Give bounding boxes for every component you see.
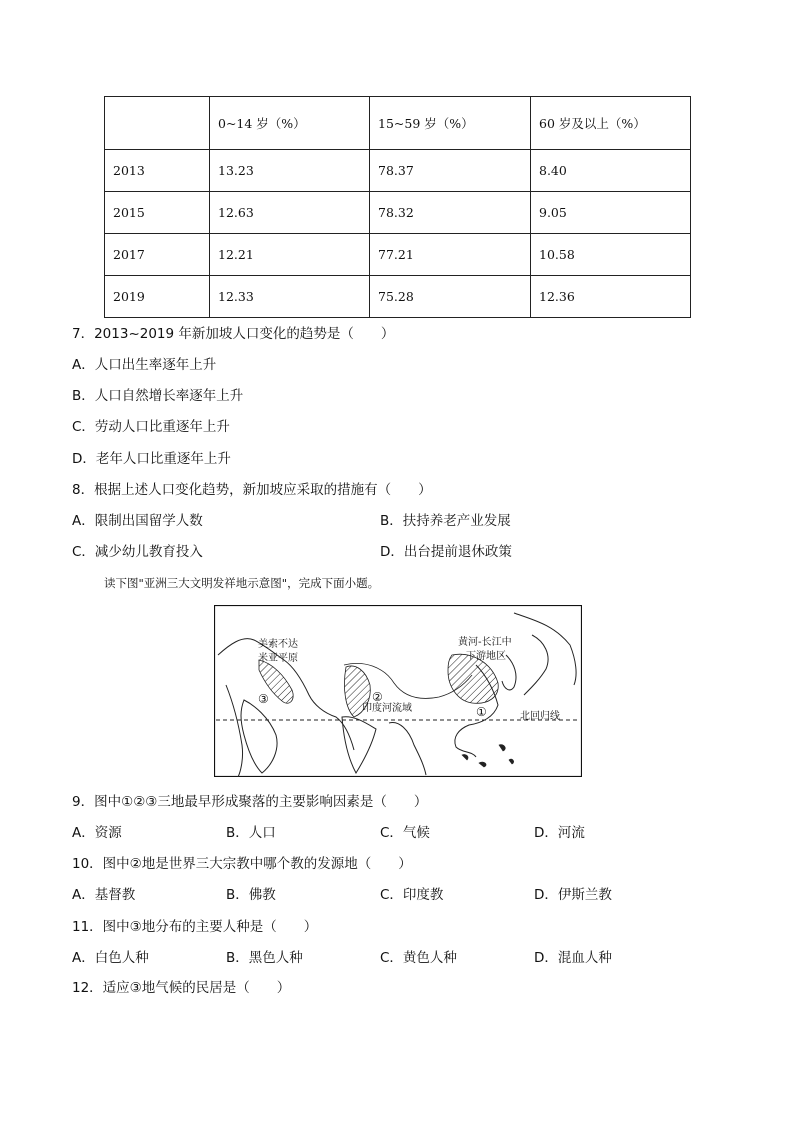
year-cell: 2019 bbox=[105, 276, 210, 318]
q10-option-a[interactable]: A．基督教 bbox=[72, 887, 136, 903]
marker-2: ② bbox=[372, 690, 383, 704]
table-cell: 77.21 bbox=[370, 234, 531, 276]
question-7-stem: 7．2013~2019 年新加坡人口变化的趋势是（ ） bbox=[72, 326, 395, 342]
q11-option-a[interactable]: A．白色人种 bbox=[72, 950, 149, 966]
q8-option-b[interactable]: B．扶持养老产业发展 bbox=[380, 513, 511, 529]
q9-option-c[interactable]: C．气候 bbox=[380, 825, 430, 841]
table-cell: 13.23 bbox=[210, 150, 370, 192]
header-cell bbox=[105, 97, 210, 150]
question-9-stem: 9．图中①②③三地最早形成聚落的主要影响因素是（ ） bbox=[72, 794, 428, 810]
q8-option-c[interactable]: C．减少幼儿教育投入 bbox=[72, 544, 203, 560]
label-tropic-of-cancer: 北回归线 bbox=[520, 711, 560, 722]
table-cell: 10.58 bbox=[531, 234, 691, 276]
table-cell: 12.63 bbox=[210, 192, 370, 234]
table-cell: 78.32 bbox=[370, 192, 531, 234]
q9-option-a[interactable]: A．资源 bbox=[72, 825, 122, 841]
table-row bbox=[105, 192, 691, 234]
q7-option-a[interactable]: A．人口出生率逐年上升 bbox=[72, 357, 217, 373]
population-table bbox=[104, 96, 691, 318]
table-cell: 8.40 bbox=[531, 150, 691, 192]
q11-option-d[interactable]: D．混血人种 bbox=[534, 950, 612, 966]
table-cell: 75.28 bbox=[370, 276, 531, 318]
question-10-stem: 10．图中②地是世界三大宗教中哪个教的发源地（ ） bbox=[72, 856, 412, 872]
label-huanghe-1: 黄河-长江中 bbox=[458, 637, 512, 648]
question-11-stem: 11．图中③地分布的主要人种是（ ） bbox=[72, 919, 318, 935]
label-indus: 印度河流域 bbox=[362, 703, 412, 714]
table-row bbox=[105, 234, 691, 276]
marker-1: ① bbox=[476, 705, 487, 719]
q10-option-b[interactable]: B．佛教 bbox=[226, 887, 276, 903]
question-8-stem: 8．根据上述人口变化趋势，新加坡应采取的措施有（ ） bbox=[72, 482, 432, 498]
q8-option-a[interactable]: A．限制出国留学人数 bbox=[72, 513, 203, 529]
year-cell: 2015 bbox=[105, 192, 210, 234]
q7-option-b[interactable]: B．人口自然增长率逐年上升 bbox=[72, 388, 244, 404]
marker-3: ③ bbox=[258, 692, 269, 706]
table-row bbox=[105, 150, 691, 192]
map-frame bbox=[215, 606, 582, 777]
q8-option-d[interactable]: D．出台提前退休政策 bbox=[380, 544, 512, 560]
map-intro: 读下图"亚洲三大文明发祥地示意图"，完成下面小题。 bbox=[104, 576, 380, 590]
q7-option-d[interactable]: D．老年人口比重逐年上升 bbox=[72, 451, 231, 467]
table-cell: 9.05 bbox=[531, 192, 691, 234]
q10-option-d[interactable]: D．伊斯兰教 bbox=[534, 887, 612, 903]
q9-option-b[interactable]: B．人口 bbox=[226, 825, 276, 841]
table-cell: 12.36 bbox=[531, 276, 691, 318]
q9-option-d[interactable]: D．河流 bbox=[534, 825, 585, 841]
label-huanghe-2: 下游地区 bbox=[466, 651, 506, 662]
question-12-stem: 12．适应③地气候的民居是（ ） bbox=[72, 980, 291, 996]
q11-option-c[interactable]: C．黄色人种 bbox=[380, 950, 457, 966]
table-cell: 78.37 bbox=[370, 150, 531, 192]
header-cell: 15~59 岁（%） bbox=[370, 97, 531, 150]
label-mesopotamia-1: 美索不达 bbox=[258, 639, 298, 650]
asia-civilization-map bbox=[214, 605, 582, 777]
header-cell: 0~14 岁（%） bbox=[210, 97, 370, 150]
table-header-row bbox=[105, 97, 691, 150]
label-mesopotamia-2: 米亚平原 bbox=[258, 653, 298, 664]
year-cell: 2013 bbox=[105, 150, 210, 192]
header-cell: 60 岁及以上（%） bbox=[531, 97, 691, 150]
q7-option-c[interactable]: C．劳动人口比重逐年上升 bbox=[72, 419, 230, 435]
year-cell: 2017 bbox=[105, 234, 210, 276]
q10-option-c[interactable]: C．印度教 bbox=[380, 887, 444, 903]
table-cell: 12.33 bbox=[210, 276, 370, 318]
table-cell: 12.21 bbox=[210, 234, 370, 276]
q11-option-b[interactable]: B．黑色人种 bbox=[226, 950, 303, 966]
table-row bbox=[105, 276, 691, 318]
